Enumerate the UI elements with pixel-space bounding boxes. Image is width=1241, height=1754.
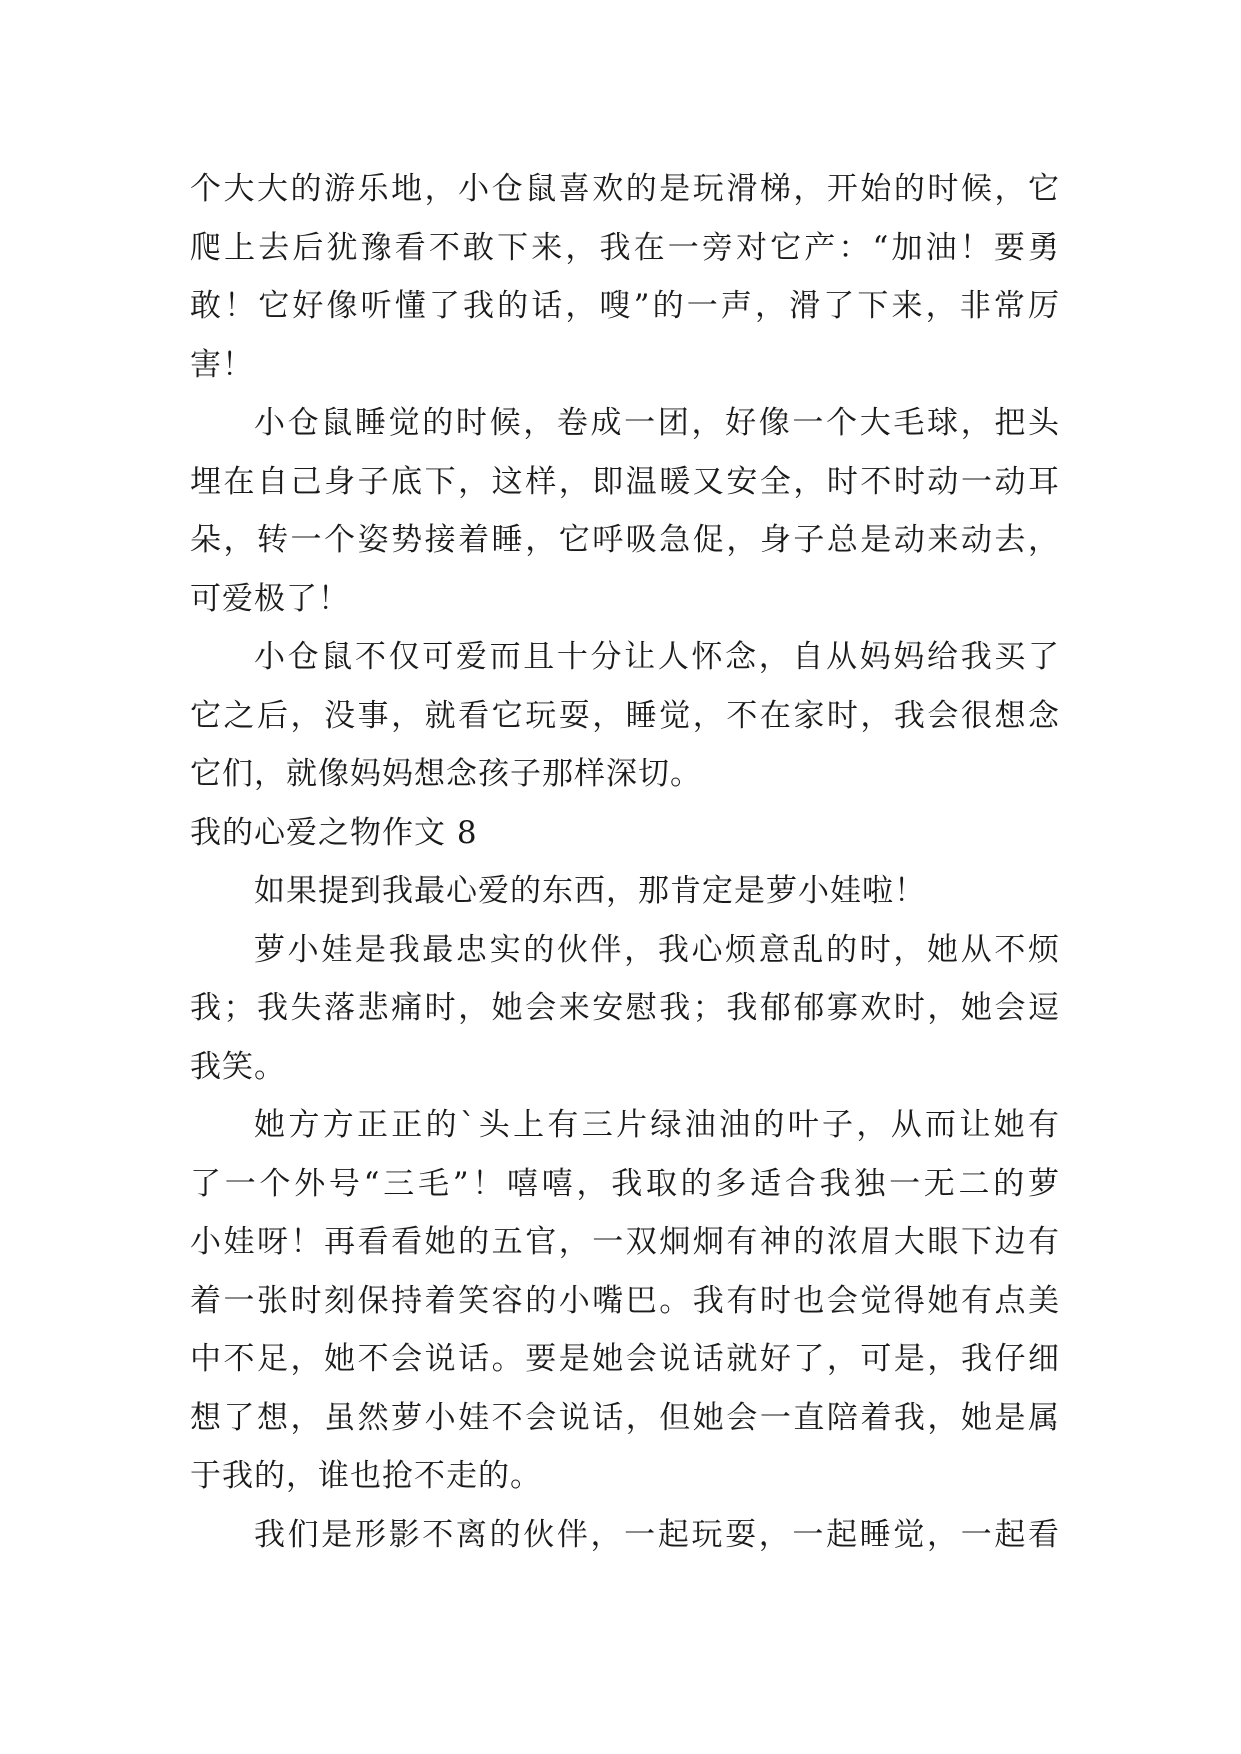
text-line: 小仓鼠不仅可爱而且十分让人怀念，自从妈妈给我买了 — [254, 639, 1060, 675]
text-line: 它们，就像妈妈想念孩子那样深切。 — [190, 756, 702, 792]
text-line: 着一张时刻保持着笑容的小嘴巴。我有时也会觉得她有点美 — [190, 1282, 1060, 1319]
section-title: 我的心爱之物作文 8 — [190, 814, 478, 851]
text-line: 可爱极了！ — [190, 580, 350, 617]
text-line: 敢！它好像听懂了我的话，嗖”的一声，滑了下来，非常厉 — [190, 288, 1060, 324]
paragraph — [190, 921, 1060, 1097]
paragraph — [190, 862, 1060, 921]
text-line: 萝小娃是我最忠实的伙伴，我心烦意乱的时，她从不烦 — [254, 931, 1060, 968]
text-line: 我们是形影不离的伙伴，一起玩耍，一起睡觉，一起看 — [254, 1516, 1060, 1553]
text-line: 埋在自己身子底下，这样，即温暖又安全，时不时动一动耳 — [190, 463, 1060, 500]
text-line: 我；我失落悲痛时，她会来安慰我；我郁郁寡欢时，她会逗 — [190, 990, 1060, 1026]
text-line: 中不足，她不会说话。要是她会说话就好了，可是，我仔细 — [190, 1341, 1060, 1377]
text-line: 爬上去后犹豫看不敢下来，我在一旁对它产：“加油！要勇 — [190, 229, 1060, 266]
text-line: 小娃呀！再看看她的五官，一双炯炯有神的浓眉大眼下边有 — [190, 1224, 1060, 1260]
text-line: 于我的，谁也抢不走的。 — [190, 1458, 542, 1494]
text-line: 我笑。 — [190, 1048, 286, 1085]
text-line: 了一个外号“三毛”！嘻嘻，我取的多适合我独一无二的萝 — [190, 1165, 1060, 1202]
document-body — [190, 160, 1060, 1564]
paragraph — [190, 1096, 1060, 1506]
text-line: 朵，转一个姿势接着睡，它呼吸急促，身子总是动来动去， — [190, 522, 1060, 558]
text-line: 小仓鼠睡觉的时候，卷成一团，好像一个大毛球，把头 — [254, 405, 1060, 441]
text-line: 害！ — [190, 346, 254, 383]
text-line: 它之后，没事，就看它玩耍，睡觉，不在家时，我会很想念 — [190, 697, 1060, 734]
text-line: 如果提到我最心爱的东西，那肯定是萝小娃啦！ — [254, 873, 926, 909]
text-line: 想了想，虽然萝小娃不会说话，但她会一直陪着我，她是属 — [190, 1399, 1060, 1436]
paragraph — [190, 394, 1060, 628]
text-line: 她方方正正的`头上有三片绿油油的叶子，从而让她有 — [254, 1107, 1060, 1143]
paragraph — [190, 160, 1060, 394]
paragraph — [190, 1506, 1060, 1565]
paragraph — [190, 628, 1060, 804]
text-line: 个大大的游乐地，小仓鼠喜欢的是玩滑梯，开始的时候，它 — [190, 171, 1060, 207]
